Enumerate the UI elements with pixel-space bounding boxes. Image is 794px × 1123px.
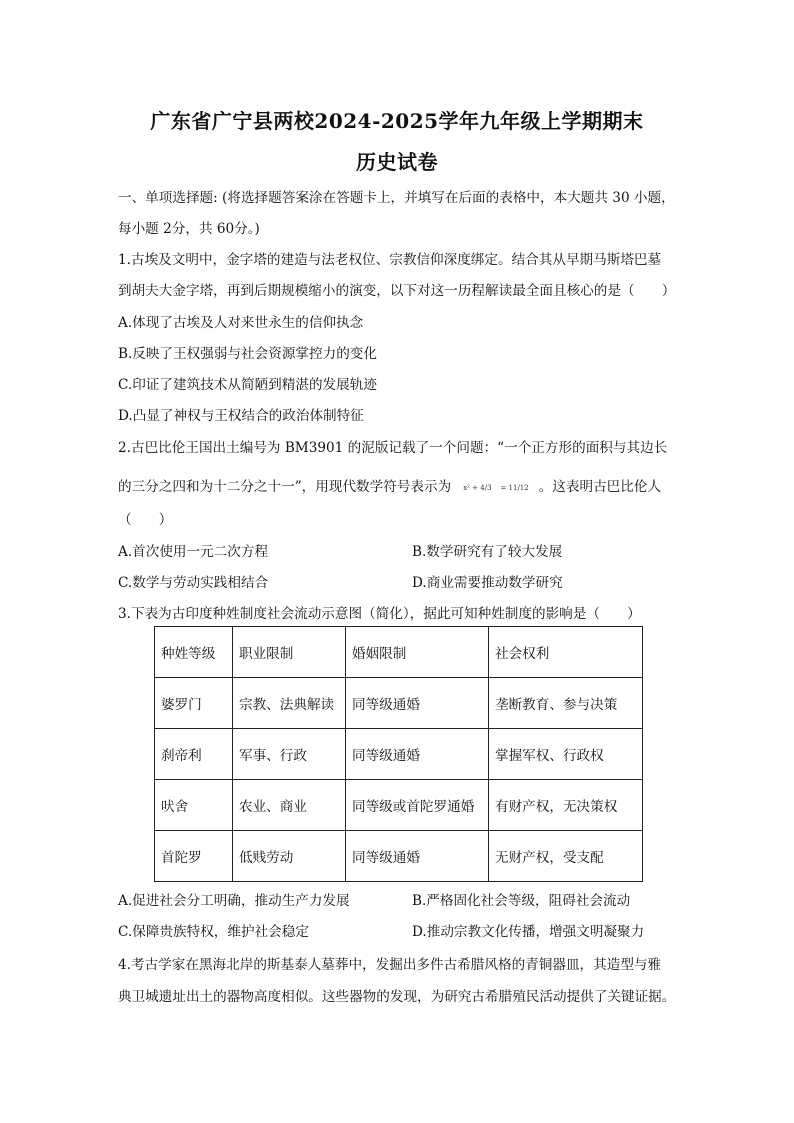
section-instruction: 一、单项选择题: (将选择题答案涂在答题卡上，并填写在后面的表格中，本大题共 30 小题， bbox=[118, 190, 675, 206]
question-3-option-b: B.严格固化社会等级，阻碍社会流动 bbox=[412, 893, 631, 909]
table-cell: 吠舍 bbox=[155, 780, 233, 831]
table-row bbox=[155, 780, 643, 831]
question-4-stem: 4.考古学家在黑海北岸的斯基泰人墓葬中，发掘出多件古希腊风格的青铜器皿，其造型与雅 bbox=[118, 957, 662, 973]
table-row bbox=[155, 678, 643, 729]
question-4-stem-cont: 典卫城遗址出土的器物高度相似。这些器物的发现，为研究古希腊殖民活动提供了关键证据。 bbox=[118, 989, 676, 1005]
question-3-option-d: D.推动宗教文化传播，增强文明凝聚力 bbox=[412, 924, 645, 940]
table-cell: 掌握军权、行政权 bbox=[489, 729, 643, 780]
question-1-option-d: D.凸显了神权与王权结合的政治体制特征 bbox=[118, 408, 364, 424]
question-2-option-d: D.商业需要推动数学研究 bbox=[412, 575, 563, 591]
table-cell: 婆罗门 bbox=[155, 678, 233, 729]
table-cell: 低贱劳动 bbox=[233, 831, 346, 882]
question-2-stem-cont bbox=[118, 475, 661, 495]
question-2-option-a: A.首次使用一元二次方程 bbox=[118, 544, 269, 560]
table-cell: 无财产权，受支配 bbox=[489, 831, 643, 882]
question-1-option-a: A.体现了古埃及人对来世永生的信仰执念 bbox=[118, 315, 364, 331]
exam-subtitle: 历史试卷 bbox=[356, 150, 438, 174]
table-cell: 有财产权，无决策权 bbox=[489, 780, 643, 831]
table-header-row bbox=[155, 627, 643, 678]
question-2-stem-part-a: 的三分之四和为十二分之十一”，用现代数学符号表示为 bbox=[118, 479, 452, 495]
table-header-cell: 社会权利 bbox=[489, 627, 643, 678]
question-3-option-a: A.促进社会分工明确，推动生产力发展 bbox=[118, 893, 350, 909]
table-cell: 农业、商业 bbox=[233, 780, 346, 831]
table-header-cell: 婚姻限制 bbox=[346, 627, 489, 678]
question-3-option-c: C.保障贵族特权，维护社会稳定 bbox=[118, 924, 309, 940]
table-cell: 垄断教育、参与决策 bbox=[489, 678, 643, 729]
table-cell: 首陀罗 bbox=[155, 831, 233, 882]
question-2-option-b: B.数学研究有了较大发展 bbox=[412, 544, 563, 560]
table-row bbox=[155, 831, 643, 882]
table-cell: 同等级通婚 bbox=[346, 831, 489, 882]
question-1-stem: 1.古埃及文明中，金字塔的建造与法老权位、宗教信仰深度绑定。结合其从早期马斯塔巴墓 bbox=[118, 252, 662, 268]
table-cell: 同等级通婚 bbox=[346, 678, 489, 729]
question-1-stem-cont: 到胡夫大金字塔，再到后期规模缩小的演变，以下对这一历程解读最全面且核心的是（ ） bbox=[118, 283, 676, 299]
equation-right: = 11/12 bbox=[500, 483, 529, 492]
table-cell: 刹帝利 bbox=[155, 729, 233, 780]
exam-title: 广东省广宁县两校2024-2025学年九年级上学期期末 bbox=[150, 109, 644, 133]
caste-table bbox=[154, 626, 643, 882]
question-1-option-c: C.印证了建筑技术从简陋到精湛的发展轨迹 bbox=[118, 377, 377, 393]
table-cell: 同等级或首陀罗通婚 bbox=[346, 780, 489, 831]
table-row bbox=[155, 729, 643, 780]
table-cell: 军事、行政 bbox=[233, 729, 346, 780]
question-2-option-c: C.数学与劳动实践相结合 bbox=[118, 575, 269, 591]
table-cell: 同等级通婚 bbox=[346, 729, 489, 780]
question-2-stem-part-b: 。这表明古巴比伦人 bbox=[538, 479, 662, 495]
equation-image bbox=[463, 484, 529, 492]
equation-left: x² + 4/3 bbox=[463, 483, 492, 492]
table-cell: 宗教、法典解读 bbox=[233, 678, 346, 729]
table-header-cell: 种姓等级 bbox=[155, 627, 233, 678]
section-instruction-cont: 每小题 2分，共 60分。) bbox=[118, 221, 260, 237]
question-1-option-b: B.反映了王权强弱与社会资源掌控力的变化 bbox=[118, 346, 377, 362]
question-2-answer-blank: （ ） bbox=[118, 512, 173, 528]
question-3-stem: 3.下表为古印度种姓制度社会流动示意图（简化），据此可知种姓制度的影响是（ ） bbox=[118, 606, 641, 622]
table-header-cell: 职业限制 bbox=[233, 627, 346, 678]
question-2-stem: 2.古巴比伦王国出土编号为 BM3901 的泥版记载了一个问题：“一个正方形的面积与其边长 bbox=[118, 440, 668, 456]
